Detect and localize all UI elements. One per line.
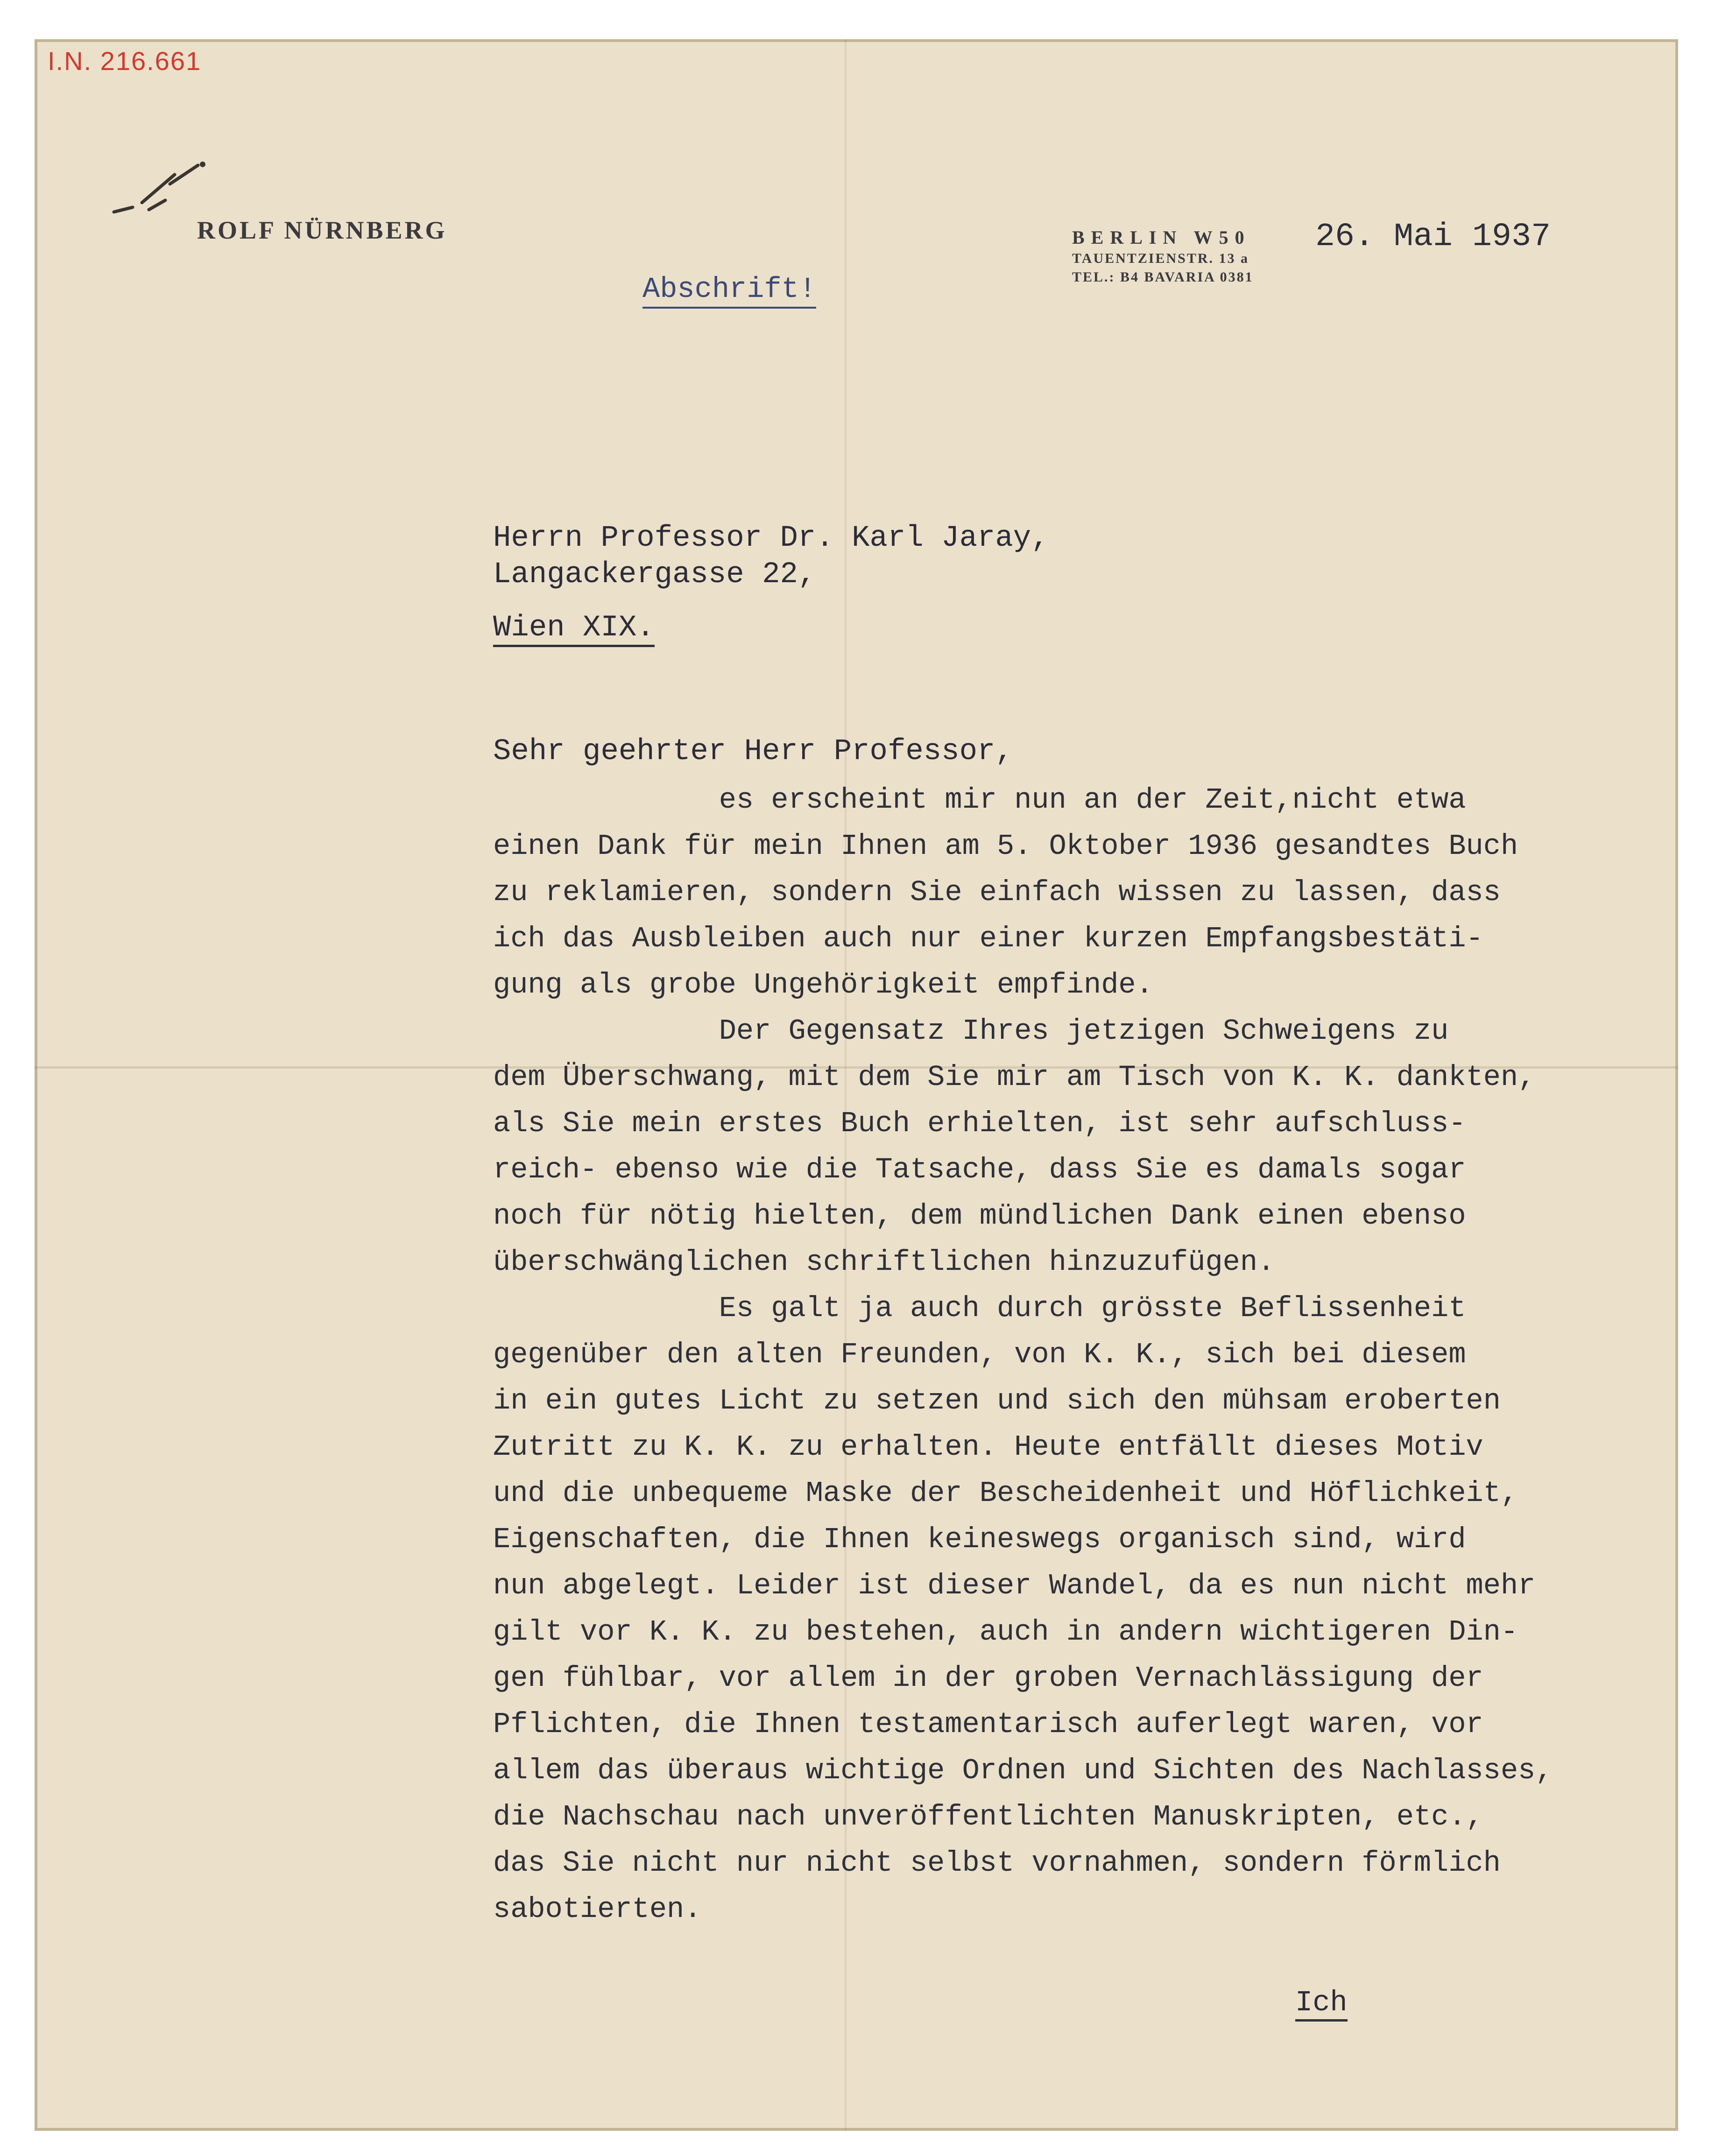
body-line: allem das überaus wichtige Ordnen und Sichten des Nachlasses, — [493, 1754, 1553, 1787]
body-line: als Sie mein erstes Buch erhielten, ist sehr aufschluss- — [493, 1107, 1466, 1140]
recipient-street-line: Langackergasse 22, — [493, 558, 816, 592]
letter-date: 26. Mai 1937 — [1315, 218, 1551, 255]
body-line: dem Überschwang, mit dem Sie mir am Tisch von K. K. dankten, — [493, 1061, 1536, 1094]
salutation: Sehr geehrter Herr Professor, — [493, 735, 1013, 768]
body-line: Es galt ja auch durch grösste Beflissenheit — [493, 1292, 1466, 1325]
body-line: gegenüber den alten Freunden, von K. K., sich bei diesem — [493, 1338, 1466, 1371]
body-line: reich- ebenso wie die Tatsache, dass Sie es damals sogar — [493, 1153, 1466, 1186]
recipient-name-line: Herrn Professor Dr. Karl Jaray, — [493, 521, 1049, 555]
recipient-address — [493, 520, 1049, 593]
body-line: Der Gegensatz Ihres jetzigen Schweigens zu — [493, 1015, 1449, 1048]
letterhead-telephone: TEL.: B4 BAVARIA 0381 — [1072, 269, 1254, 285]
body-line: noch für nötig hielten, dem mündlichen Dank einen ebenso — [493, 1199, 1466, 1233]
letterhead-address — [1072, 226, 1254, 287]
body-line: Eigenschaften, die Ihnen keineswegs organisch sind, wird — [493, 1523, 1466, 1556]
body-line: einen Dank für mein Ihnen am 5. Oktober 1936 gesandtes Buch — [493, 830, 1518, 863]
body-line: die Nachschau nach unveröffentlichten Manuskripten, etc., — [493, 1800, 1483, 1833]
body-line: und die unbequeme Maske der Bescheidenheit und Höflichkeit, — [493, 1477, 1518, 1510]
body-line: gen fühlbar, vor allem in der groben Vernachlässigung der — [493, 1662, 1483, 1695]
body-line: zu reklamieren, sondern Sie einfach wissen zu lassen, dass — [493, 876, 1501, 909]
body-line: in ein gutes Licht zu setzen und sich den mühsam eroberten — [493, 1384, 1501, 1417]
body-line: es erscheint mir nun an der Zeit,nicht etwa — [493, 783, 1466, 817]
recipient-city: Wien XIX. — [493, 611, 655, 647]
body-line: gilt vor K. K. zu bestehen, auch in andern wichtigeren Din- — [493, 1615, 1518, 1649]
sender-name: ROLF NÜRNBERG — [197, 216, 447, 244]
inventory-number: I.N. 216.661 — [48, 46, 202, 76]
body-line: das Sie nicht nur nicht selbst vornahmen, sondern förmlich — [493, 1846, 1501, 1880]
copy-label: Abschrift! — [642, 273, 816, 309]
letterhead-street: TAUENTZIENSTR. 13 a — [1072, 251, 1249, 266]
body-line: nun abgelegt. Leider ist dieser Wandel, da es nun nicht mehr — [493, 1569, 1536, 1602]
letter-body — [493, 777, 1678, 1932]
body-line: ich das Ausbleiben auch nur einer kurzen Empfangsbestäti- — [493, 922, 1483, 955]
letterhead-city: BERLIN W50 — [1072, 227, 1251, 248]
body-line: gung als grobe Ungehörigkeit empfinde. — [493, 968, 1153, 1001]
closing-word: Ich — [1295, 1986, 1348, 2022]
letter-page — [35, 39, 1678, 2131]
body-line: sabotierten. — [493, 1893, 702, 1926]
body-line: Zutritt zu K. K. zu erhalten. Heute entfällt dieses Motiv — [493, 1430, 1483, 1464]
body-line: überschwänglichen schriftlichen hinzuzufügen. — [493, 1246, 1275, 1279]
body-line: Pflichten, die Ihnen testamentarisch auferlegt waren, vor — [493, 1708, 1483, 1741]
